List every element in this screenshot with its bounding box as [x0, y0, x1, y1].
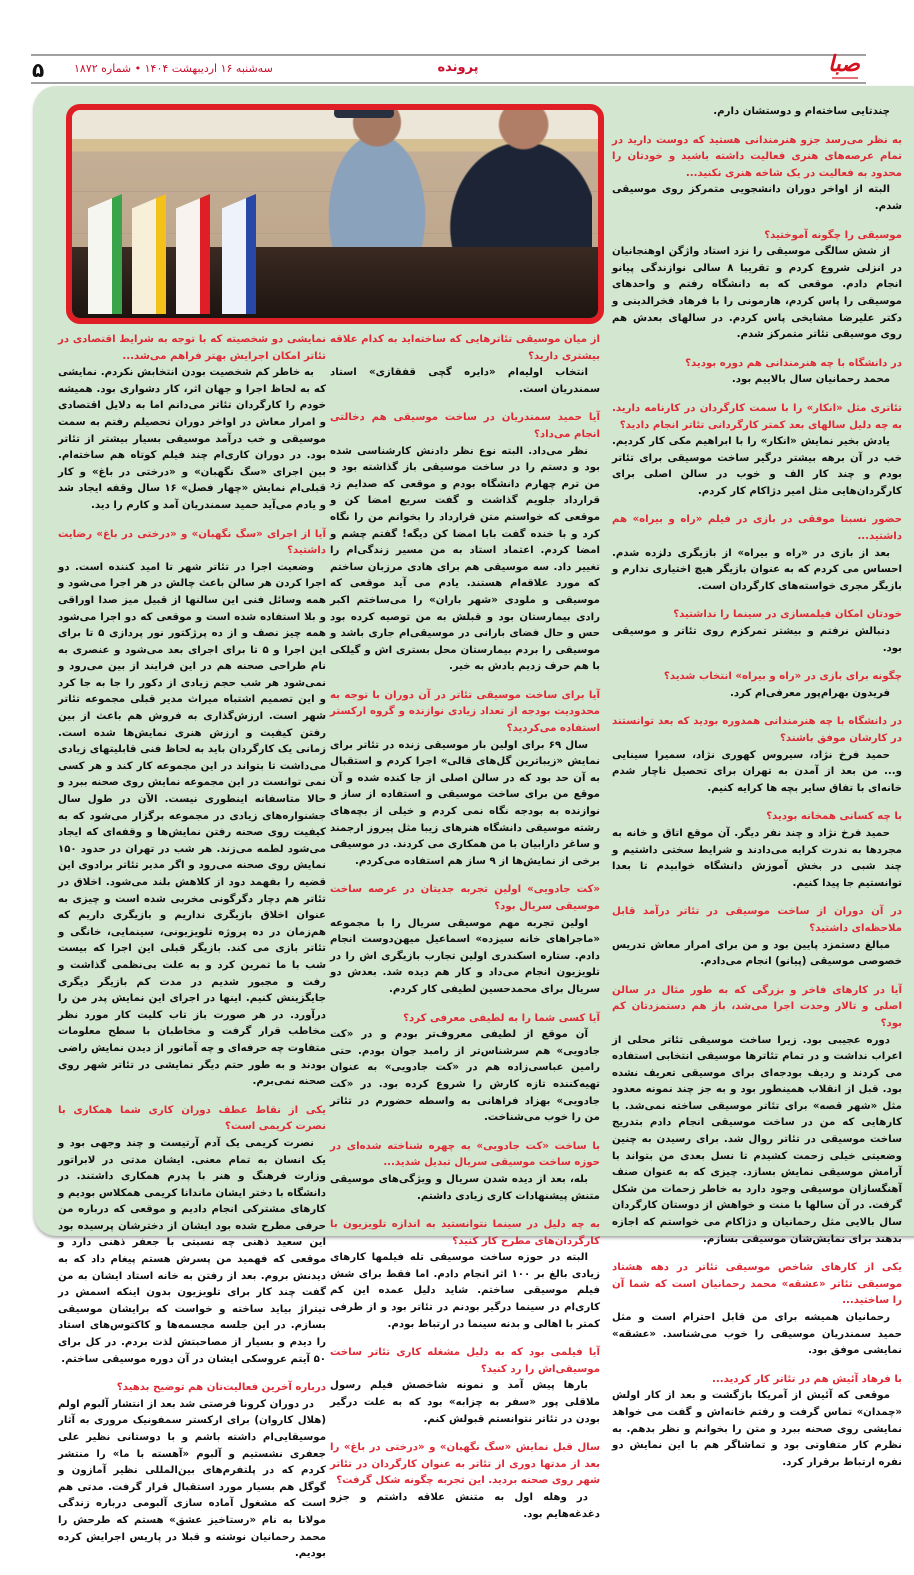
- logo-text: صبا: [827, 52, 860, 77]
- interview-question: در دانشگاه با چه هنرمندانی همدوره بودید که بعد توانستند در کارشان موفق باشند؟: [612, 716, 902, 744]
- page-number: ۵: [32, 58, 45, 82]
- qa-block: [330, 1139, 600, 1205]
- qa-block: [612, 356, 902, 389]
- photo-flag-yellow: [132, 194, 166, 314]
- qa-block: [58, 332, 326, 515]
- interview-question: به نظر می‌رسد جزو هنرمندانی هستید که دوست دارید در تمام عرصه‌های هنری فعالیت داشته باشید و خودتان را محدود به فعالیت در یک شاخه هنری نکنید...: [612, 134, 902, 179]
- interview-question: در آن دوران از ساخت موسیقی در تئاتر درآمد قابل ملاحظه‌ای داشتید؟: [612, 906, 902, 934]
- photo-hat: [334, 104, 394, 118]
- section-title: پرونده: [437, 60, 479, 75]
- qa-block: [612, 904, 902, 970]
- interview-answer: در دوران کرونا فرصتی شد بعد از انتشار آلبوم اولم (هلال کاروان) برای ارکستر سمفونیک مروری به آثار موسیقایی‌ام داشته باشم و با دوستانی نظیر علی جعفری نشستیم و آلبوم «آهسته با ما» را منتشر کردم که در پلتفرم‌های بین‌المللی نظیر آمازون و گوگل هم بسیار مورد استقبال قرار گرفت. مدتی هم است که مشغول آماده سازی آلبومی درباره زندگی مولانا به نام «رستاخیز عشق» هستم که طرحش را محمد رحمانیان نوشته و قبلا در پاریس اجرایش کرده بودیم.: [58, 1398, 326, 1560]
- qa-block: [612, 669, 902, 702]
- interview-answer: به خاطر کم شخصیت بودن انتخابش نکردم. نمایشی که به لحاظ اجرا و جهان اثر، کار دشواری بود. همیشه خودم را کارگردان تئاتر می‌دانم اما به دلایل اقتصادی و امرار معاش در اواخر دوران تحصیلم رفتم به سمت موسیقی و خب درآمد موسیقی بسیار بیشتر از تئاتر بود. در دوران کاری‌ام چند فیلم کوتاه هم ساخته‌ام. بین اجرای «سگ نگهبان» و «درختی در باغ» و کار قبلی‌ام نمایش «چهار فصل» ۱۶ سال وقفه ایجاد شد و یادم می‌آید حمید سمندریان آمد و کارم را دید.: [58, 367, 326, 511]
- qa-block: [330, 410, 600, 676]
- interview-question: آیا فیلمی بود که به دلیل مشغله کاری تئاتر ساخت موسیقی‌اش را رد کنید؟: [330, 1347, 600, 1375]
- interview-question: به چه دلیل در سینما نتوانستید به اندازه تلویزیون با کارگردان‌های مطرح کار کنید؟: [330, 1219, 600, 1247]
- interview-answer: مبالغ دستمزد پایین بود و من برای امرار معاش تدریس خصوصی موسیقی (پیانو) انجام می‌دادم.: [612, 939, 902, 968]
- interview-answer: از شش سالگی موسیقی را نزد استاد واژگن اوهنجانیان در انزلی شروع کردم و تقریبا ۸ سالی نوازندگی پیانو انجام دادم. موقعی که به دانشگاه رفتم و واحدهای موسیقی را پاس کردم، هارمونی را با فرهاد فخرالدینی و دکتر علیرضا مشایخی پاس کردم. در سالهای بعدش هم روی موسیقی تئاتر متمرکز شدم.: [612, 246, 902, 341]
- photo-flag-red: [176, 194, 210, 314]
- interview-answer: در وهله اول به متنش علاقه داشتم و جزو دغدغه‌هایم بود.: [330, 1492, 600, 1520]
- interview-answer: محمد رحمانیان سال بالاییم بود.: [731, 374, 890, 386]
- qa-block: [612, 983, 902, 1249]
- interview-answer: وضعیت اجرا در تئاتر شهر تا امید کننده است. دو اجرا کردن هر سالن باعث چالش در هر اجرا می‌شود و همه وسائل فنی این سالنها از قبیل میز صدا اوراقی و بلا استفاده شده است و موقعی که دو اجرا می‌شود همه چیز نصف و از ده پرژکتور نور پردازی ۵ تا برای این اجرا و ۵ تا برای اجرای بعد می‌شود و عنصری به نام طراحی صحنه هم در این فرایند از بین می‌رود و نمی‌شود هر شب حجم زیادی از دکور را جا به جا کرد و این تصمیم اشتباه میراث مدیر قبلی مجموعه تئاتر شهر است. ارزش‌گذاری به فروش هم باعث از بین رفتن کیفیت و ارزش هنری نمایش‌ها شده است. زمانی یک کارگردان باید به لحاظ فنی قابلیتهای زیادی می‌داشت تا بتواند در این مجموعه کار کند و هر کسی نمی توانست در این مجموعه نمایش روی صحنه ببرد و حالا متاسفانه اینطوری نیست. الآن در طول سال جشنواره‌های زیادی در مجموعه برگزار می‌شود که به کیفیت روی صحنه رفتن نمایش‌ها و وقفه‌ای که ایجاد می‌شود لطمه می‌زند. هر شب در تهران در حدود ۱۵۰ نمایش روی صحنه می‌رود و اگر مدیر تئاتر برادوی این قضیه را بفهمد دود از کلاهش بلند می‌شود. اخلاق در تئاتر هم دچار دگرگونی مخربی شده است و چیزی به عنوان اخلاق بازیگری نداریم و بازیگری داریم که هم‌زمان در ده پروژه تلویزیونی، سینمایی، خانگی و تئاتر بازی می کند. بازیگر قبلی این اجرا که بیست شب با ما تمرین کرد و به علت بی‌نظمی گذاشت و رفت و مجبور شدیم در مدت کم بازیگر دیگری جایگزینش کنیم. اینها در اجرای این نمایش پدر من را درآورد. در هر صورت باز تاب کلیت کار مورد نظر مخاطب قرار گرفت و مخاطبان با سطح معلومات متفاوت چه حرفه‌ای و چه آماتور از دیدن نمایش راضی بودند و به طور حتم دیگر نمایشی در تئاتر شهر روی صحنه نمی‌برم.: [58, 561, 327, 1088]
- interview-question: از میان موسیقی تئاترهایی که ساخته‌اید به کدام علاقه بیشتری دارید؟: [330, 334, 600, 362]
- interview-question: با چه کسانی همخانه بودید؟: [766, 811, 902, 823]
- qa-block: [612, 714, 902, 797]
- interview-answer: فریدون بهرام‌پور معرفی‌ام کرد.: [729, 687, 890, 699]
- interview-question: با فرهاد آئیش هم در تئاتر کار کردید...: [711, 1373, 902, 1385]
- qa-block: [612, 512, 902, 595]
- interview-answer: دنبالش نرفتم و بیشتر تمرکزم روی تئاتر و موسیقی بود.: [612, 626, 902, 654]
- interview-question: تئاتری مثل «انکار» را با سمت کارگردان در کارنامه دارید. به چه دلیل سالهای بعد کمتر کارگردانی تئاتر انجام دادید؟: [612, 402, 902, 431]
- qa-block: [58, 527, 326, 1091]
- interview-question: چگونه برای بازی در «راه و بیراه» انتخاب شدید؟: [663, 671, 902, 683]
- qa-block: [330, 688, 600, 871]
- article-column-right: [612, 104, 902, 1483]
- qa-block: [58, 1103, 326, 1369]
- interview-answer: البته از اواخر دوران دانشجویی متمرکز روی موسیقی شدم.: [612, 184, 902, 212]
- interview-answer: موقعی که آئیش از آمریکا بازگشت و بعد از کار اولش «چمدان» تماس گرفت و رفتم خانه‌اش و گفت می خواهد نمایشی روی صحنه ببرد و متن را بخوانم و نظر بدهم. به نظرم کار متفاوتی بود و تماشاگر هم با این نمایش دو نفره ارتباط برقرار کرد.: [612, 1390, 902, 1468]
- interview-question: آیا برای ساخت موسیقی تئاتر در آن دوران با توجه به محدودیت بودجه از تعداد زیادی نوازنده و گروه ارکستر استفاده می‌کردید؟: [330, 689, 600, 735]
- issue-date-line: سه‌شنبه ۱۶ اردیبهشت ۱۴۰۴ • شماره ۱۸۷۲: [74, 62, 273, 75]
- interview-answer: بعد از بازی در «راه و بیراه» از بازیگری دلزده شدم. احساس می کردم که به عنوان بازیگر هیچ اختیاری ندارم و بازیگر مجری خواسته‌های کارگردان است.: [612, 547, 902, 592]
- interview-question: خودتان امکان فیلمسازی در سینما را نداشتید؟: [673, 609, 902, 621]
- interview-question: سال قبل نمایش «سگ نگهبان» و «درختی در باغ» را بعد از مدتها دوری از تئاتر به عنوان کارگردان در تئاتر شهر روی صحنه بردید. این تجربه چگونه شکل گرفت؟: [330, 1442, 600, 1487]
- interview-answer: بله، بعد از دیده شدن سریال و ویژگی‌های موسیقی متنش پیشنهادات کاری زیادی داشتم.: [330, 1173, 600, 1202]
- interview-answer: البته در حوزه ساخت موسیقی تله فیلمها کارهای زیادی بالغ بر ۱۰۰ اثر انجام دادم. اما فقط برای شش فیلم موسیقی ساختم. شاید دلیل عمده این کم کاری‌ام در سینما درگیر بودنم در تئاتر بود و از طرفی کمتر با اهالی و بدنه سینما در ارتباط بودم.: [330, 1252, 600, 1330]
- qa-block: [612, 1260, 902, 1360]
- article-column-left: [58, 332, 326, 1575]
- interview-question: «کت جادویی» اولین تجربه جدیتان در عرصه ساخت موسیقی سریال بود؟: [330, 884, 600, 912]
- interview-answer: حمید فرخ نژاد و چند نفر دیگر. آن موقع اتاق و خانه به مجردها به ندرت کرایه می‌دادند و شرایط سختی داشتیم و چند شبی در بخش آموزش دانشگاه خوابیدم تا بعدا توانستیم جا پیدا کنیم.: [612, 827, 902, 889]
- interview-question: یکی از نقاط عطف دوران کاری شما همکاری با نصرت کریمی است؟: [58, 1104, 326, 1133]
- qa-block: [330, 1011, 600, 1127]
- logo-underline: [832, 77, 858, 79]
- interview-answer: سال ۶۹ برای اولین بار موسیقی زنده در تئاتر برای نمایش «زیباترین گل‌های قالی» اجرا کردم و استقبال به آن حد بود که در سالن اصلی از جا کنده شده و آن موقع من برای ساخت موسیقی و استفاده از ساز و نوازنده به بودجه نگاه نمی کردم و خیلی از بچه‌های رشته موسیقی دانشگاه هنرهای زیبا مثل پیروز ارجمند و ساغر دارابیان با من همکاری می کردند. در موسیقی برخی از نمایش‌ها از ۹ ساز هم استفاده می‌کردم.: [330, 739, 600, 867]
- interview-question: با ساخت «کت جادویی» به چهره شناخته شده‌ای در حوزه ساخت موسیقی سریال تبدیل شدید...: [330, 1140, 600, 1169]
- interview-question: یکی از کارهای شاخص موسیقی تئاتر در دهه هشتاد موسیقی تئاتر «عشقه» محمد رحمانیان است که شما آن را ساختید...: [612, 1262, 902, 1307]
- qa-block: [612, 809, 902, 892]
- interview-question: موسیقی را چگونه آموختید؟: [764, 229, 902, 241]
- article-column-middle: [330, 332, 600, 1535]
- qa-block: [330, 1440, 600, 1523]
- newspaper-logo: [808, 52, 860, 80]
- qa-block: [330, 882, 600, 998]
- interview-answer: چندتایی ساخته‌ام و دوستشان دارم.: [713, 106, 890, 117]
- interview-answer: نظر می‌داد. البته نوع نظر دادنش کارشناسی شده بود و دستم را در ساخت موسیقی باز گذاشته بود و من ترم چهارم دانشگاه بودم و موقعی که صدایم زد قرارداد جلویم گذاشت و گفت سریع امضا کن و موقعی که خواستم متن قرارداد را بخوانم من را نگاه کرد و با خنده گفت بابا امضا کن دیگه! گفتم چشم و امضا کردم. اعتماد استاد به من مسیر زندگی‌ام را تغییر داد. سه موسیقی هم برای هادی مرزبان ساختم که مورد علاقه‌ام هستند. یادم می آید موقعی که موسیقی و ملودی «شهر باران» را می‌ساختم اکبر رادی بیمارستان بود و قبلش به من توصیه کرده بود حس و حال فضای بارانی در موسیقی‌ام جاری باشد و موسیقی را بردم بیمارستان محل بستری اش و گیلکی با هم حرف زدیم یادش به خیر.: [330, 445, 600, 673]
- interview-answer: اولین تجربه مهم موسیقی سریال را با مجموعه «ماجراهای خانه سیزده» اسماعیل میهن‌دوست انجام دادم. ستاره اسکندری اولین تجارب بازیگری اش را در تلویزیون انجام می‌داد و کار هم دیده شد. بعدش دو سریال برای محمدحسین لطیفی کار کردم.: [330, 917, 600, 995]
- interview-photo: [66, 104, 604, 324]
- photo-flag-blue: [222, 194, 256, 314]
- qa-block: [612, 607, 902, 657]
- header-rule-bottom: [31, 82, 493, 84]
- photo-flag-green: [88, 194, 122, 314]
- qa-block: [612, 133, 902, 216]
- qa-block: [330, 332, 600, 398]
- qa-block: [612, 1372, 902, 1472]
- header-rule-top: [31, 54, 493, 56]
- interview-answer: دوره عجیبی بود. زیرا ساخت موسیقی تئاتر محلی از اعراب نداشت و در تمام تئاترها موسیقی انتخابی استفاده می کردند و ردیف بودجه‌ای برای موسیقی تعریف نشده بود. قبل از انقلاب همینطور بود و به جز چند نمونه معدود مثل «شهر قصه» برای تئاتر موسیقی ساخته نمی‌شد. با کارهایی که من در ساخت موسیقی انجام دادم بتدریج ساخت موسیقی در تئاتر روال شد. برای رسیدن به چنین وضعیتی خیلی زحمت کشیدم تا نسل بعدی من بتواند با آرامش موسیقی نمایش بسازد. چیزی که به عنوان صنف آهنگسازان موسیقی وجود دارد به خاطر زحمات من شکل گرفت. در آن سالها با منت و خواهش از دوستان کارگردان سال بالایی مثل رحمانیان و دژاکام می خواستم که اجازه بدهند برای نمایش‌شان موسیقی بسازم.: [612, 1034, 902, 1245]
- qa-block: [58, 1380, 326, 1563]
- interview-answer: یادش بخیر نمایش «انکار» را با ابراهیم مکی کار کردیم. خب در آن برهه بیشتر درگیر ساخت موسیقی برای تئاتر بودم و چند کار الف و خوب در سالن اصلی برای کارگردان‌هایی مثل امیر دژاکام کار کردم.: [612, 436, 902, 497]
- qa-block: [612, 401, 902, 501]
- qa-block: [330, 1217, 600, 1333]
- qa-block: [612, 104, 902, 121]
- qa-block: [612, 228, 902, 344]
- interview-question: در دانشگاه با چه هنرمندانی هم دوره بودید؟: [685, 357, 902, 369]
- interview-answer: بارها پیش آمد و نمونه شاخصش فیلم رسول ملاقلی پور «سفر به چزابه» بود که به علت درگیر بودن در تئاتر نتوانستم قبولش کنم.: [330, 1380, 600, 1425]
- interview-question: آیا در کارهای فاخر و بزرگی که به طور مثال در سالن اصلی و تالار وحدت اجرا می‌شد، باز هم دستمزدتان کم بود؟: [612, 984, 902, 1029]
- interview-question: آیا حمید سمندریان در ساخت موسیقی هم دخالتی انجام می‌داد؟: [330, 412, 600, 440]
- qa-block: [330, 1345, 600, 1428]
- interview-answer: حمید فرخ نژاد، سیروس کهوری نژاد، سمیرا سینایی و... من بعد از آمدن به تهران برای تحصیل ناچار شدم خانه‌ای با تفاق سایر بچه ها کرایه کنیم.: [612, 749, 902, 794]
- interview-answer: نصرت کریمی یک آدم آرتیست و چند وجهی بود و یک انسان به تمام معنی. ایشان مدتی در لابراتور وزارت فرهنگ و هنر با پدرم همکاری داشتند. در دانشگاه با دختر ایشان ماندانا کریمی همکلاس بودیم و کارهای مشترکی انجام دادیم و موقعی که درباره من حرفی مطرح شده بود ایشان از دخترشان پرسیده بود این سعید ذهنی چه نسبتی با جعفر ذهنی دارد و موقعی که فهمید من پسرش هستم پیغام داد که به دیدنش بروم. بعد از رفتن به خانه استاد ایشان به من گفت چند کار برای تلویزیون بدون اینکه اسمش در تیتراژ بیاید ساخته و خواست که برایشان موسیقی بسازم. در این جلسه مجسمه‌ها و کاکتوس‌های استاد را دیدم و بسیار از مصاحبتش لذت بردم. در کل برای ۵۰ آیتم عروسکی ایشان در آن دوره موسیقی ساختم.: [58, 1137, 326, 1365]
- interview-answer: انتخاب اولیه‌ام «دایره گچی قفقازی» استاد سمندریان است.: [330, 367, 600, 395]
- interview-question: درباره آخرین فعالیت‌تان هم توضیح بدهید؟: [116, 1382, 326, 1394]
- interview-question: نمایشی دو شخصیته که با توجه به شرایط اقتصادی در تئاتر امکان اجرایش بهتر فراهم می‌شد...: [58, 334, 326, 362]
- interview-question: آیا از اجرای «سگ نگهبان» و «درختی در باغ» رضایت داشتید؟: [58, 528, 326, 557]
- interview-answer: رحمانیان همیشه برای من قابل احترام است و مثل حمید سمندریان موسیقی را خوب می‌شناسد. «عشقه» نمایشی موفق بود.: [612, 1312, 902, 1357]
- interview-question: آیا کسی شما را به لطیفی معرفی کرد؟: [403, 1012, 600, 1024]
- header-rule-bottom-right: [493, 82, 866, 84]
- interview-question: حضور نسبتا موفقی در بازی در فیلم «راه و بیراه» هم داشتید...: [612, 514, 902, 543]
- interview-answer: آن موقع از لطیفی معروف‌تر بودم و در «کت جادویی» هم سرشناس‌تر از رامبد جوان بودم. حتی رامین عباسی‌زاده هم در «کت جادویی» به عنوان تهیه‌کننده تازه کارش را شروع کرده بود. در «کت جادویی» بهزاد فراهانی به واسطه حضورم در تئاتر من را خوب می‌شناخت.: [330, 1029, 600, 1124]
